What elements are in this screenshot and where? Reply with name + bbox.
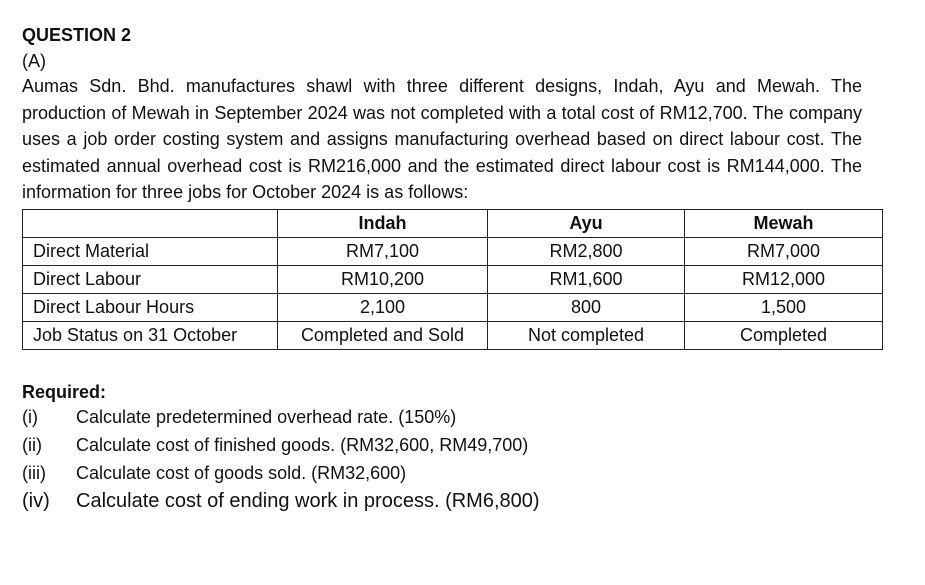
required-item-number: (iv) xyxy=(22,489,50,512)
table-cell: RM7,000 xyxy=(685,237,883,265)
question-page xyxy=(22,24,872,515)
required-item-text: Calculate cost of goods sold. (RM32,600) xyxy=(76,462,407,483)
row-label: Direct Material xyxy=(23,237,278,265)
question-part: (A) xyxy=(22,51,46,71)
table-cell: Not completed xyxy=(488,321,685,349)
table-header-cell xyxy=(23,209,278,237)
question-title: QUESTION 2 xyxy=(22,25,132,45)
table-header-cell: Indah xyxy=(278,209,488,237)
required-item-number: (ii) xyxy=(22,434,42,455)
required-item xyxy=(22,403,872,431)
required-heading: Required: xyxy=(22,381,107,402)
required-item-text: Calculate cost of ending work in process. (RM6,800) xyxy=(76,489,540,512)
table-cell: RM12,000 xyxy=(685,265,883,293)
table-cell: RM1,600 xyxy=(488,265,685,293)
table-header-cell: Ayu xyxy=(488,209,685,237)
row-label: Direct Labour Hours xyxy=(23,293,278,321)
table-cell: RM10,200 xyxy=(278,265,488,293)
question-paragraph: Aumas Sdn. Bhd. manufactures shawl with three different designs, Indah, Ayu and Mewah. The production of Mewah in September 2024 was not completed with a total cost of RM12,700. The company uses a job order costing system and assigns manufacturing overhead based on direct labour cost. The estimated annual overhead cost is RM216,000 and the estimated direct labour cost is RM144,000. The information for three jobs for October 2024 is as follows: xyxy=(22,76,862,202)
table-row xyxy=(23,265,883,293)
required-item-text: Calculate cost of finished goods. (RM32,600, RM49,700) xyxy=(76,434,529,455)
table-cell: Completed and Sold xyxy=(278,321,488,349)
table-cell: 1,500 xyxy=(685,293,883,321)
table-cell: Completed xyxy=(685,321,883,349)
table-header-row xyxy=(23,209,883,237)
table-row xyxy=(23,237,883,265)
table-cell: RM2,800 xyxy=(488,237,685,265)
table-cell: 800 xyxy=(488,293,685,321)
required-item xyxy=(22,487,872,515)
required-item xyxy=(22,459,872,487)
required-item-number: (iii) xyxy=(22,462,46,483)
table-cell: RM7,100 xyxy=(278,237,488,265)
table-cell: 2,100 xyxy=(278,293,488,321)
row-label: Direct Labour xyxy=(23,265,278,293)
table-row xyxy=(23,321,883,349)
required-item-text: Calculate predetermined overhead rate. (150%) xyxy=(76,406,457,427)
table-row xyxy=(23,293,883,321)
required-item-number: (i) xyxy=(22,406,38,427)
row-label: Job Status on 31 October xyxy=(23,321,278,349)
table-header-cell: Mewah xyxy=(685,209,883,237)
required-item xyxy=(22,431,872,459)
job-cost-table xyxy=(22,209,883,350)
